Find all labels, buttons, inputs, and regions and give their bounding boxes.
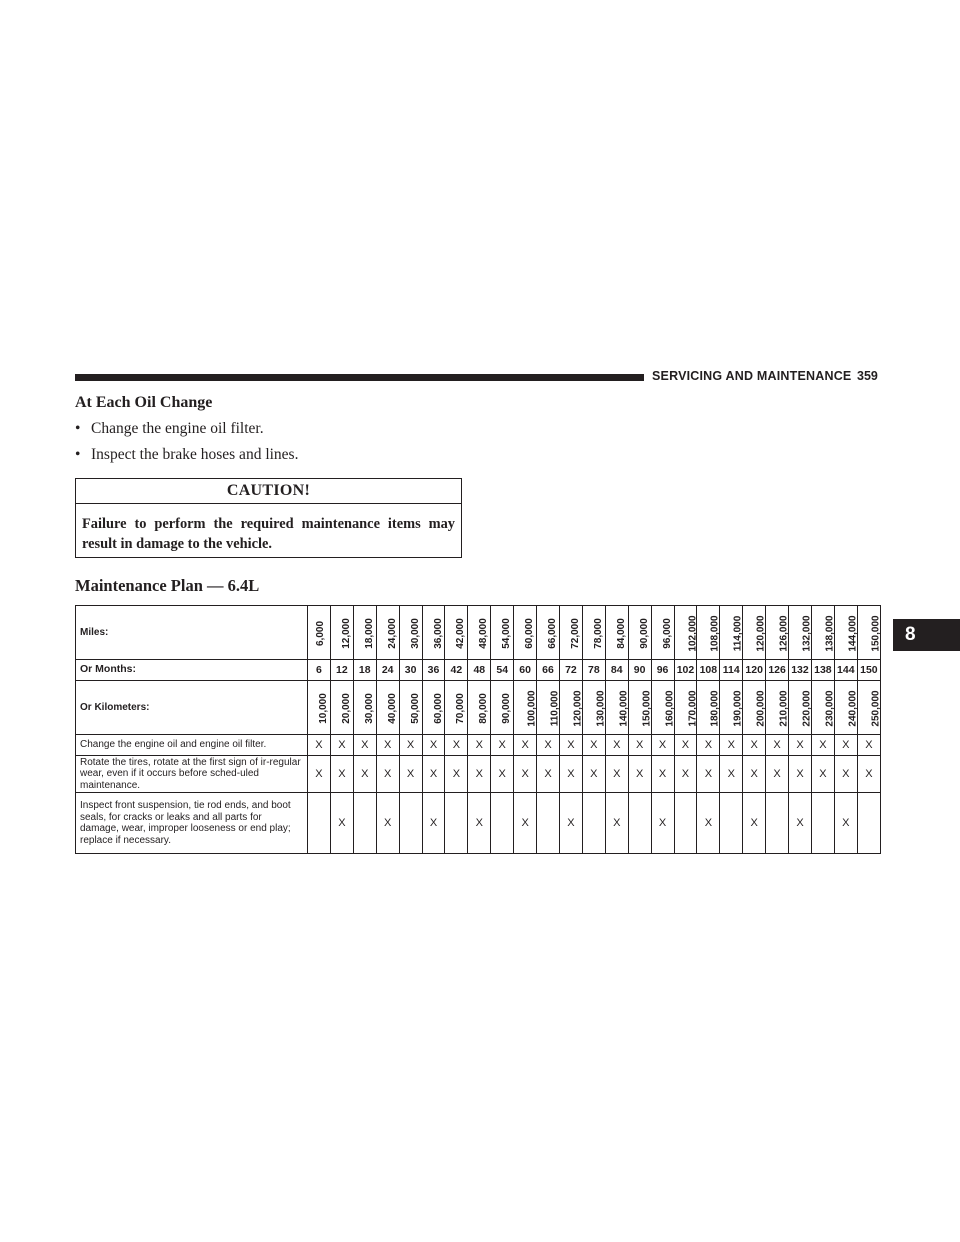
kilometers-row — [76, 681, 881, 735]
table-cell: X — [605, 793, 628, 854]
row-label: Or Kilometers: — [76, 681, 308, 735]
table-cell: X — [376, 756, 399, 793]
cell-value: 110,000 — [549, 690, 561, 726]
table-cell: 144 — [834, 660, 857, 681]
cell-value: 50,000 — [409, 692, 421, 724]
cell-value: 102,000 — [687, 614, 699, 652]
cell-value: 90,000 — [638, 617, 650, 649]
row-label: Change the engine oil and engine oil filter. — [76, 735, 308, 756]
table-cell: X — [789, 793, 812, 854]
table-cell — [582, 793, 605, 854]
table-cell: X — [537, 756, 560, 793]
table-cell — [743, 606, 766, 660]
table-cell: X — [422, 793, 445, 854]
table-cell: 132 — [789, 660, 812, 681]
cell-value: 20,000 — [340, 692, 352, 724]
bullet-text: Change the engine oil filter. — [91, 420, 264, 437]
cell-value: 230,000 — [824, 689, 836, 727]
cell-value: 80,000 — [478, 692, 490, 724]
table-cell: X — [789, 735, 812, 756]
table-cell: X — [308, 735, 331, 756]
caution-title: CAUTION! — [76, 479, 461, 504]
table-cell — [651, 606, 674, 660]
cell-value: 96,000 — [661, 617, 673, 649]
table-cell: X — [514, 735, 537, 756]
bullet-icon: • — [75, 446, 81, 463]
table-cell: X — [376, 735, 399, 756]
cell-value: 132,000 — [801, 614, 813, 652]
oil-change-row — [76, 735, 881, 756]
table-cell: 36 — [422, 660, 445, 681]
table-cell — [743, 681, 766, 735]
table-cell — [605, 681, 628, 735]
cell-value: 210,000 — [778, 689, 790, 727]
table-cell: 120 — [743, 660, 766, 681]
months-row — [76, 660, 881, 681]
row-label: Miles: — [76, 606, 308, 660]
table-cell — [308, 681, 331, 735]
cell-value: 84,000 — [615, 617, 627, 649]
cell-value: 138,000 — [824, 614, 836, 652]
table-cell — [857, 793, 880, 854]
table-cell: X — [376, 793, 399, 854]
cell-value: 40,000 — [386, 692, 398, 724]
cell-value: 30,000 — [363, 692, 375, 724]
table-cell — [353, 681, 376, 735]
table-cell: X — [559, 793, 582, 854]
table-cell: X — [720, 756, 743, 793]
chapter-tab-number: 8 — [905, 624, 916, 645]
table-cell — [514, 606, 537, 660]
cell-value: 90,000 — [501, 692, 513, 724]
table-cell: X — [651, 735, 674, 756]
table-cell — [330, 606, 353, 660]
table-cell: 150 — [857, 660, 880, 681]
table-cell — [697, 681, 720, 735]
table-cell — [628, 606, 651, 660]
table-cell: X — [559, 756, 582, 793]
table-cell: X — [308, 756, 331, 793]
table-cell: X — [491, 735, 514, 756]
table-cell — [628, 793, 651, 854]
table-cell — [720, 606, 743, 660]
table-cell — [811, 606, 834, 660]
table-cell — [697, 606, 720, 660]
table-cell: X — [445, 735, 468, 756]
table-cell: X — [697, 756, 720, 793]
table-cell: 66 — [537, 660, 560, 681]
cell-value: 70,000 — [455, 692, 467, 724]
cell-value: 200,000 — [755, 689, 767, 727]
table-cell — [559, 606, 582, 660]
table-cell: X — [468, 735, 491, 756]
table-cell — [720, 681, 743, 735]
cell-value: 126,000 — [778, 614, 790, 652]
table-cell — [514, 681, 537, 735]
table-cell — [537, 793, 560, 854]
cell-value: 120,000 — [755, 614, 767, 652]
table-cell: 42 — [445, 660, 468, 681]
table-cell: X — [651, 756, 674, 793]
table-cell: 72 — [559, 660, 582, 681]
table-cell: X — [743, 756, 766, 793]
table-cell — [330, 681, 353, 735]
table-cell: X — [468, 756, 491, 793]
table-cell: X — [582, 735, 605, 756]
cell-value: 114,000 — [732, 615, 744, 651]
table-cell: X — [674, 756, 697, 793]
maintenance-plan-heading: Maintenance Plan — 6.4L — [75, 576, 260, 595]
table-cell — [422, 606, 445, 660]
table-cell — [399, 681, 422, 735]
suspension-inspection-row — [76, 793, 881, 854]
tire-rotation-row — [76, 756, 881, 793]
table-cell: X — [834, 756, 857, 793]
cell-value: 66,000 — [546, 617, 558, 649]
table-cell — [353, 793, 376, 854]
table-cell — [422, 681, 445, 735]
table-cell: X — [766, 756, 789, 793]
table-cell — [308, 606, 331, 660]
table-cell — [353, 606, 376, 660]
cell-value: 108,000 — [709, 614, 721, 652]
table-cell — [789, 606, 812, 660]
running-header-title: SERVICING AND MAINTENANCE — [652, 369, 852, 383]
table-cell: X — [399, 735, 422, 756]
bullet-item — [75, 420, 264, 438]
table-cell: X — [674, 735, 697, 756]
cell-value: 160,000 — [664, 689, 676, 727]
cell-value: 24,000 — [386, 617, 398, 649]
table-cell: 108 — [697, 660, 720, 681]
table-cell — [628, 681, 651, 735]
table-cell: X — [559, 735, 582, 756]
table-cell — [811, 681, 834, 735]
cell-value: 250,000 — [870, 689, 882, 727]
table-cell: X — [811, 735, 834, 756]
table-cell — [468, 606, 491, 660]
table-cell — [537, 606, 560, 660]
cell-value: 36,000 — [432, 617, 444, 649]
table-cell — [491, 606, 514, 660]
table-cell — [582, 606, 605, 660]
table-cell — [674, 606, 697, 660]
table-cell: X — [422, 735, 445, 756]
table-cell — [376, 681, 399, 735]
cell-value: 30,000 — [409, 617, 421, 649]
table-cell — [491, 681, 514, 735]
table-cell: X — [468, 793, 491, 854]
table-cell: 6 — [308, 660, 331, 681]
table-cell: 18 — [353, 660, 376, 681]
table-cell: X — [514, 756, 537, 793]
table-cell — [559, 681, 582, 735]
table-cell — [308, 793, 331, 854]
table-cell: 84 — [605, 660, 628, 681]
table-cell: X — [720, 735, 743, 756]
table-cell: X — [743, 735, 766, 756]
table-cell: X — [743, 793, 766, 854]
cell-value: 150,000 — [641, 689, 653, 727]
table-cell: X — [330, 756, 353, 793]
cell-value: 130,000 — [595, 689, 607, 727]
page-number: 359 — [857, 369, 878, 383]
table-cell: 138 — [811, 660, 834, 681]
table-cell — [537, 681, 560, 735]
table-cell: X — [399, 756, 422, 793]
table-cell: X — [353, 735, 376, 756]
table-cell — [445, 606, 468, 660]
table-cell: X — [857, 756, 880, 793]
table-cell — [857, 606, 880, 660]
table-cell: 96 — [651, 660, 674, 681]
table-cell — [445, 793, 468, 854]
cell-value: 72,000 — [569, 617, 581, 649]
table-cell: X — [330, 793, 353, 854]
header-rule — [75, 374, 644, 381]
table-cell — [399, 793, 422, 854]
cell-value: 42,000 — [455, 617, 467, 649]
table-cell: X — [697, 735, 720, 756]
cell-value: 54,000 — [501, 617, 513, 649]
cell-value: 6,000 — [315, 620, 327, 646]
cell-value: 144,000 — [847, 614, 859, 652]
table-cell: 78 — [582, 660, 605, 681]
cell-value: 170,000 — [687, 689, 699, 727]
table-cell — [605, 606, 628, 660]
table-cell — [720, 793, 743, 854]
cell-value: 60,000 — [432, 692, 444, 724]
table-cell — [399, 606, 422, 660]
table-cell — [582, 681, 605, 735]
table-cell — [674, 793, 697, 854]
cell-value: 180,000 — [709, 689, 721, 727]
table-cell: 30 — [399, 660, 422, 681]
caution-box — [75, 478, 462, 558]
table-cell — [376, 606, 399, 660]
table-cell: X — [330, 735, 353, 756]
bullet-text: Inspect the brake hoses and lines. — [91, 446, 299, 463]
table-cell: X — [651, 793, 674, 854]
table-cell — [445, 681, 468, 735]
table-cell: X — [857, 735, 880, 756]
table-cell: 102 — [674, 660, 697, 681]
cell-value: 18,000 — [363, 617, 375, 649]
table-cell: X — [582, 756, 605, 793]
table-cell: X — [605, 735, 628, 756]
cell-value: 220,000 — [801, 689, 813, 727]
table-cell: X — [514, 793, 537, 854]
table-cell: 24 — [376, 660, 399, 681]
table-cell — [468, 681, 491, 735]
table-cell — [834, 681, 857, 735]
table-cell: X — [766, 735, 789, 756]
cell-value: 140,000 — [618, 689, 630, 727]
oil-change-heading: At Each Oil Change — [75, 394, 213, 411]
table-cell: X — [491, 756, 514, 793]
cell-value: 120,000 — [572, 689, 584, 727]
table-cell: X — [697, 793, 720, 854]
row-label: Rotate the tires, rotate at the first sign of ir-regular wear, even if it occurs before sched-uled maintenance. — [76, 756, 308, 793]
table-cell: 48 — [468, 660, 491, 681]
table-cell: X — [834, 735, 857, 756]
table-cell — [857, 681, 880, 735]
row-label: Inspect front suspension, tie rod ends, and boot seals, for cracks or leaks and all parts for damage, wear, improper looseness or end play; replace if necessary. — [76, 793, 308, 854]
table-cell: 114 — [720, 660, 743, 681]
cell-value: 190,000 — [732, 689, 744, 727]
table-cell: X — [628, 756, 651, 793]
table-cell — [491, 793, 514, 854]
table-cell — [766, 681, 789, 735]
table-cell — [766, 606, 789, 660]
chapter-tab — [893, 619, 960, 651]
table-cell: 126 — [766, 660, 789, 681]
table-cell — [811, 793, 834, 854]
table-cell: X — [422, 756, 445, 793]
table-cell — [789, 681, 812, 735]
table-cell: 54 — [491, 660, 514, 681]
table-cell: X — [605, 756, 628, 793]
maintenance-plan-table — [75, 605, 881, 854]
table-cell: X — [789, 756, 812, 793]
cell-value: 240,000 — [847, 689, 859, 727]
cell-value: 60,000 — [523, 617, 535, 649]
bullet-icon: • — [75, 420, 81, 437]
miles-row — [76, 606, 881, 660]
cell-value: 78,000 — [592, 617, 604, 649]
table-cell: X — [834, 793, 857, 854]
cell-value: 12,000 — [340, 617, 352, 649]
cell-value: 150,000 — [870, 614, 882, 652]
table-cell — [651, 681, 674, 735]
caution-text: Failure to perform the required maintenance items may result in damage to the vehicle. — [82, 516, 455, 552]
row-label: Or Months: — [76, 660, 308, 681]
table-cell — [766, 793, 789, 854]
table-cell: X — [445, 756, 468, 793]
table-cell: 90 — [628, 660, 651, 681]
table-cell — [674, 681, 697, 735]
table-cell — [834, 606, 857, 660]
table-cell: X — [537, 735, 560, 756]
table-cell: X — [628, 735, 651, 756]
table-cell: 12 — [330, 660, 353, 681]
cell-value: 100,000 — [526, 689, 538, 727]
cell-value: 48,000 — [478, 617, 490, 649]
table-cell: X — [353, 756, 376, 793]
table-cell: 60 — [514, 660, 537, 681]
table-cell: X — [811, 756, 834, 793]
cell-value: 10,000 — [317, 692, 329, 724]
bullet-item — [75, 446, 298, 464]
